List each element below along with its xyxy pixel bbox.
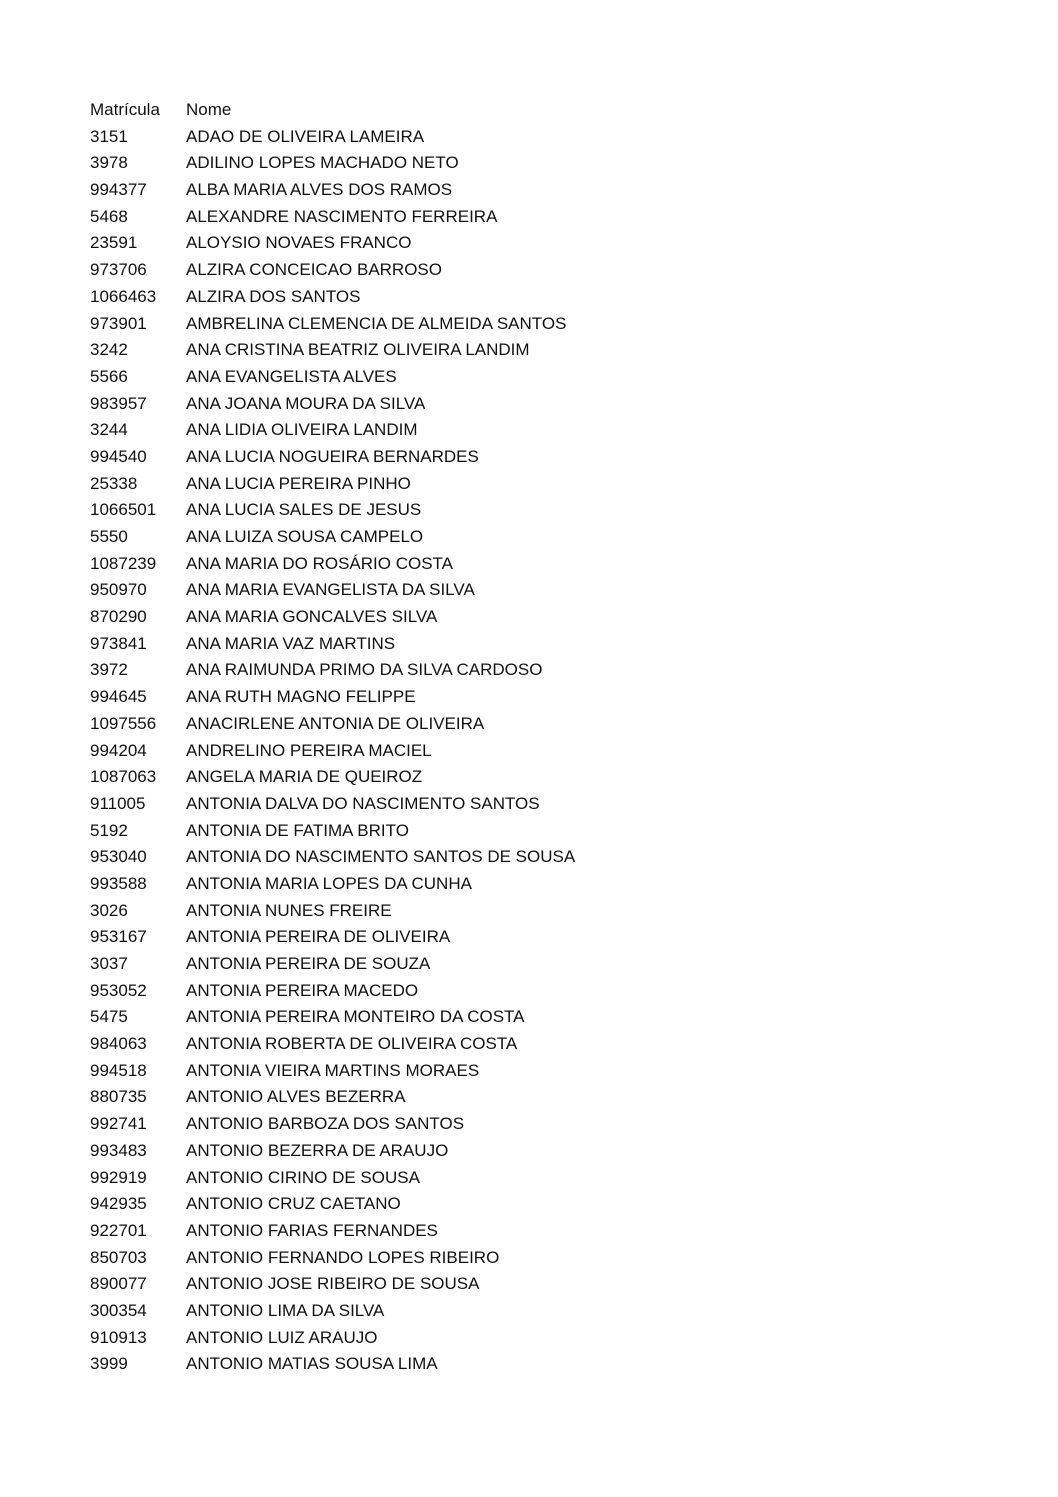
column-header-nome: Nome xyxy=(186,100,232,119)
table-row xyxy=(90,577,710,604)
table-row xyxy=(90,551,710,578)
nome-cell: ANA CRISTINA BEATRIZ OLIVEIRA LANDIM xyxy=(186,340,530,360)
table-row xyxy=(90,764,710,791)
table-row xyxy=(90,978,710,1005)
matricula-cell: 880735 xyxy=(90,1087,147,1107)
nome-cell: ANA LUCIA SALES DE JESUS xyxy=(186,500,422,520)
nome-cell: ANA EVANGELISTA ALVES xyxy=(186,366,397,386)
table-row xyxy=(90,417,710,444)
nome-cell: ALOYSIO NOVAES FRANCO xyxy=(186,233,412,253)
matricula-cell: 984063 xyxy=(90,1034,147,1054)
nome-cell: ANTONIO LUIZ ARAUJO xyxy=(186,1327,378,1347)
matricula-cell: 1066501 xyxy=(90,500,157,520)
matricula-cell: 993588 xyxy=(90,873,147,893)
nome-cell: ANA MARIA DO ROSÁRIO COSTA xyxy=(186,553,454,573)
table-row xyxy=(90,951,710,978)
matricula-cell: 1066463 xyxy=(90,286,157,306)
table-row xyxy=(90,124,710,151)
matricula-cell: 1087239 xyxy=(90,553,157,573)
matricula-cell: 950970 xyxy=(90,580,147,600)
table-row xyxy=(90,1031,710,1058)
nome-cell: ANTONIO CRUZ CAETANO xyxy=(186,1194,401,1214)
employee-table xyxy=(90,97,710,1378)
matricula-cell: 3026 xyxy=(90,900,128,920)
table-row xyxy=(90,311,710,338)
table-row xyxy=(90,791,710,818)
matricula-cell: 994204 xyxy=(90,740,147,760)
table-row xyxy=(90,1084,710,1111)
table-row xyxy=(90,657,710,684)
table-row xyxy=(90,257,710,284)
table-body xyxy=(90,124,710,1378)
table-row xyxy=(90,1325,710,1352)
table-row xyxy=(90,1004,710,1031)
matricula-cell: 3244 xyxy=(90,420,128,440)
matricula-cell: 5550 xyxy=(90,527,128,546)
table-row xyxy=(90,818,710,845)
nome-cell: ANTONIA NUNES FREIRE xyxy=(186,900,392,920)
table-row xyxy=(90,1218,710,1245)
matricula-cell: 992919 xyxy=(90,1167,147,1187)
matricula-cell: 300354 xyxy=(90,1300,147,1320)
nome-cell: ANA RUTH MAGNO FELIPPE xyxy=(186,687,416,707)
matricula-cell: 942935 xyxy=(90,1194,147,1214)
table-row xyxy=(90,150,710,177)
nome-cell: ANA LIDIA OLIVEIRA LANDIM xyxy=(186,420,418,440)
table-row xyxy=(90,177,710,204)
nome-cell: ANACIRLENE ANTONIA DE OLIVEIRA xyxy=(186,713,485,733)
matricula-cell: 870290 xyxy=(90,607,147,627)
table-row xyxy=(90,1058,710,1085)
matricula-cell: 993483 xyxy=(90,1140,147,1160)
nome-cell: ANTONIA MARIA LOPES DA CUNHA xyxy=(186,873,472,893)
nome-cell: ANTONIO BEZERRA DE ARAUJO xyxy=(186,1140,449,1160)
nome-cell: ALZIRA DOS SANTOS xyxy=(186,286,361,306)
table-row xyxy=(90,844,710,871)
nome-cell: ANA LUIZA SOUSA CAMPELO xyxy=(186,527,424,546)
nome-cell: ALEXANDRE NASCIMENTO FERREIRA xyxy=(186,206,498,226)
table-row xyxy=(90,284,710,311)
matricula-cell: 992741 xyxy=(90,1114,147,1134)
table-row xyxy=(90,1245,710,1272)
matricula-cell: 5566 xyxy=(90,366,128,386)
matricula-cell: 1097556 xyxy=(90,713,157,733)
table-row xyxy=(90,230,710,257)
matricula-cell: 1087063 xyxy=(90,767,157,787)
nome-cell: ANTONIO FERNANDO LOPES RIBEIRO xyxy=(186,1247,500,1267)
table-row xyxy=(90,631,710,658)
nome-cell: ANTONIA DE FATIMA BRITO xyxy=(186,820,409,840)
matricula-cell: 850703 xyxy=(90,1247,147,1267)
matricula-cell: 994540 xyxy=(90,446,147,466)
matricula-cell: 3999 xyxy=(90,1354,128,1374)
nome-cell: ANTONIA DALVA DO NASCIMENTO SANTOS xyxy=(186,793,540,813)
nome-cell: ALBA MARIA ALVES DOS RAMOS xyxy=(186,180,453,200)
table-row xyxy=(90,1351,710,1378)
table-row xyxy=(90,497,710,524)
nome-cell: ANTONIA PEREIRA MACEDO xyxy=(186,980,419,1000)
column-header-matricula: Matrícula xyxy=(90,100,160,119)
matricula-cell: 5475 xyxy=(90,1007,128,1027)
nome-cell: ANA MARIA EVANGELISTA DA SILVA xyxy=(186,580,475,600)
table-row xyxy=(90,337,710,364)
matricula-cell: 25338 xyxy=(90,473,138,493)
matricula-cell: 3978 xyxy=(90,153,128,173)
table-row xyxy=(90,1111,710,1138)
table-row xyxy=(90,738,710,765)
table-row xyxy=(90,444,710,471)
nome-cell: ANTONIO MATIAS SOUSA LIMA xyxy=(186,1354,438,1374)
matricula-cell: 23591 xyxy=(90,233,138,253)
table-row xyxy=(90,1271,710,1298)
nome-cell: ANA RAIMUNDA PRIMO DA SILVA CARDOSO xyxy=(186,660,543,680)
table-row xyxy=(90,1298,710,1325)
nome-cell: ANA JOANA MOURA DA SILVA xyxy=(186,393,426,413)
table-row xyxy=(90,1138,710,1165)
matricula-cell: 983957 xyxy=(90,393,147,413)
table-row xyxy=(90,604,710,631)
table-row xyxy=(90,711,710,738)
nome-cell: ANTONIA PEREIRA DE SOUZA xyxy=(186,954,431,973)
nome-cell: ADAO DE OLIVEIRA LAMEIRA xyxy=(186,126,425,146)
nome-cell: AMBRELINA CLEMENCIA DE ALMEIDA SANTOS xyxy=(186,313,567,333)
table-row xyxy=(90,684,710,711)
matricula-cell: 3037 xyxy=(90,954,128,973)
table-header-row xyxy=(90,97,710,124)
nome-cell: ANTONIO ALVES BEZERRA xyxy=(186,1087,406,1107)
table-row xyxy=(90,364,710,391)
matricula-cell: 890077 xyxy=(90,1274,147,1294)
nome-cell: ANDRELINO PEREIRA MACIEL xyxy=(186,740,432,760)
table-row xyxy=(90,1191,710,1218)
matricula-cell: 5468 xyxy=(90,206,128,226)
table-row xyxy=(90,471,710,498)
nome-cell: ANTONIA PEREIRA DE OLIVEIRA xyxy=(186,927,451,947)
matricula-cell: 953167 xyxy=(90,927,147,947)
matricula-cell: 910913 xyxy=(90,1327,147,1347)
nome-cell: ANTONIO LIMA DA SILVA xyxy=(186,1300,385,1320)
nome-cell: ANTONIO BARBOZA DOS SANTOS xyxy=(186,1114,465,1134)
nome-cell: ADILINO LOPES MACHADO NETO xyxy=(186,153,459,173)
nome-cell: ANTONIA VIEIRA MARTINS MORAES xyxy=(186,1060,480,1080)
matricula-cell: 973841 xyxy=(90,633,147,653)
table-row xyxy=(90,204,710,231)
matricula-cell: 994377 xyxy=(90,180,147,200)
nome-cell: ANTONIA ROBERTA DE OLIVEIRA COSTA xyxy=(186,1034,518,1054)
matricula-cell: 3972 xyxy=(90,660,128,680)
nome-cell: ANA LUCIA PEREIRA PINHO xyxy=(186,473,411,493)
table-row xyxy=(90,1165,710,1192)
matricula-cell: 3151 xyxy=(90,126,128,146)
matricula-cell: 953052 xyxy=(90,980,147,1000)
table-row xyxy=(90,871,710,898)
table-row xyxy=(90,924,710,951)
matricula-cell: 911005 xyxy=(90,793,146,813)
nome-cell: ANTONIO CIRINO DE SOUSA xyxy=(186,1167,420,1187)
nome-cell: ALZIRA CONCEICAO BARROSO xyxy=(186,260,442,280)
nome-cell: ANA MARIA GONCALVES SILVA xyxy=(186,607,438,627)
matricula-cell: 3242 xyxy=(90,340,128,360)
matricula-cell: 994645 xyxy=(90,687,147,707)
nome-cell: ANTONIA DO NASCIMENTO SANTOS DE SOUSA xyxy=(186,847,576,867)
table-row xyxy=(90,391,710,418)
matricula-cell: 953040 xyxy=(90,847,147,867)
matricula-cell: 922701 xyxy=(90,1220,147,1240)
nome-cell: ANTONIO FARIAS FERNANDES xyxy=(186,1220,438,1240)
nome-cell: ANTONIO JOSE RIBEIRO DE SOUSA xyxy=(186,1274,480,1294)
matricula-cell: 973706 xyxy=(90,260,147,280)
table-row xyxy=(90,524,710,551)
table-row xyxy=(90,898,710,925)
nome-cell: ANGELA MARIA DE QUEIROZ xyxy=(186,767,423,787)
matricula-cell: 973901 xyxy=(90,313,147,333)
nome-cell: ANA MARIA VAZ MARTINS xyxy=(186,633,396,653)
matricula-cell: 5192 xyxy=(90,820,128,840)
nome-cell: ANA LUCIA NOGUEIRA BERNARDES xyxy=(186,446,479,466)
matricula-cell: 994518 xyxy=(90,1060,147,1080)
nome-cell: ANTONIA PEREIRA MONTEIRO DA COSTA xyxy=(186,1007,525,1027)
